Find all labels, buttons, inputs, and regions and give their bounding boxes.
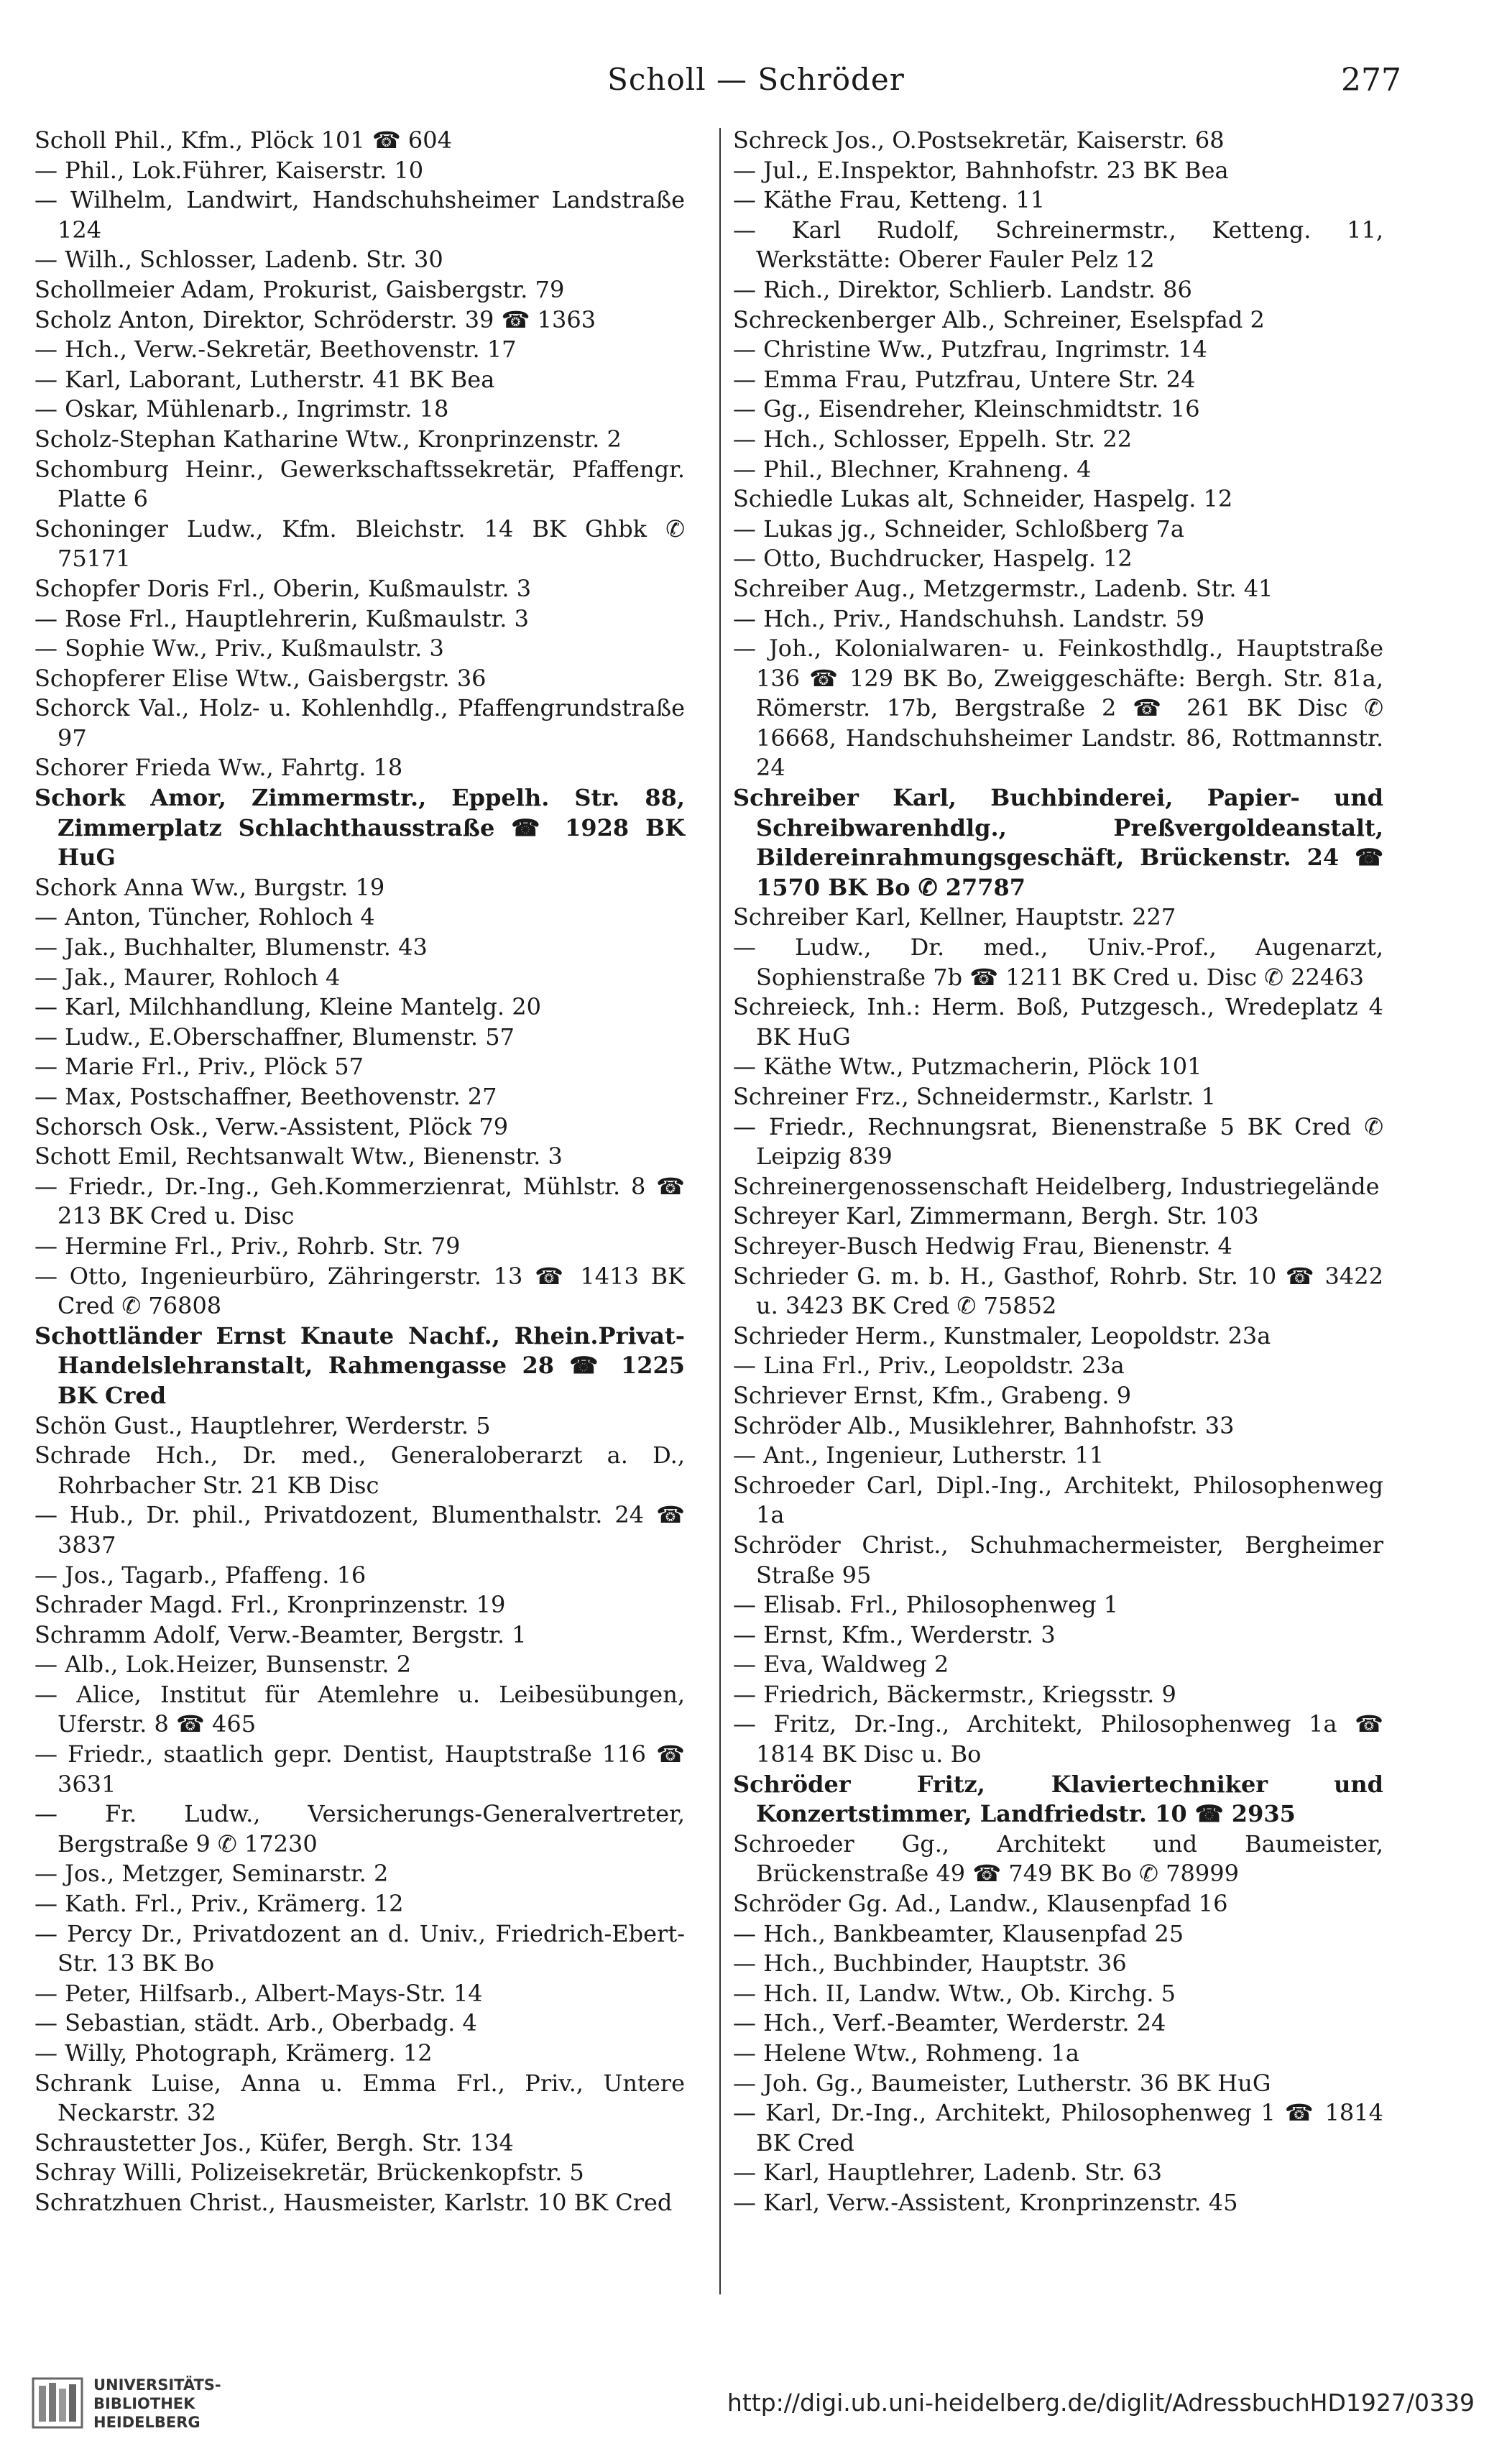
directory-entry: Schröder Christ., Schuhmachermeister, Bergheimer Straße 95: [733, 1531, 1383, 1589]
directory-entry: — Hch., Priv., Handschuhsh. Landstr. 59: [733, 604, 1205, 632]
directory-entry: — Ernst, Kfm., Werderstr. 3: [733, 1620, 1056, 1648]
directory-entry: — Rose Frl., Hauptlehrerin, Kußmaulstr. 3: [34, 604, 529, 632]
directory-entry: — Jak., Maurer, Rohloch 4: [34, 963, 341, 991]
directory-entry: — Helene Wtw., Rohmeng. 1a: [733, 2039, 1079, 2067]
directory-entry: — Joh., Kolonialwaren- u. Feinkosthdlg., Hauptstraße 136 ☎ 129 BK Bo, Zweiggeschäfte: Bergh. Str. 81a, Römerstr. 17b, Bergstraße 2 ☎ 261 BK Disc ✆ 16668, Handschuhsheimer Landstr. 86, Rottmannstr. 24: [733, 635, 1383, 782]
directory-entry: Schramm Adolf, Verw.-Beamter, Bergstr. 1: [34, 1620, 527, 1648]
directory-entry: Scholz-Stephan Katharine Wtw., Kronprinzenstr. 2: [34, 425, 622, 453]
running-head: Scholl — Schröder: [607, 62, 905, 97]
directory-entry: — Hch. II, Landw. Wtw., Ob. Kirchg. 5: [733, 1979, 1176, 2007]
directory-entry: — Alb., Lok.Heizer, Bunsenstr. 2: [34, 1651, 412, 1679]
library-name-line: BIBLIOTHEK: [93, 2395, 195, 2412]
directory-entry: — Karl, Laborant, Lutherstr. 41 BK Bea: [34, 365, 495, 393]
directory-entry: Schiedle Lukas alt, Schneider, Haspelg. 12: [733, 485, 1233, 513]
directory-entry: — Alice, Institut für Atemlehre u. Leibesübungen, Uferstr. 8 ☎ 465: [34, 1680, 685, 1738]
page-number: 277: [1341, 62, 1401, 98]
directory-entry: Schriever Ernst, Kfm., Grabeng. 9: [733, 1381, 1132, 1409]
directory-entry: — Jos., Metzger, Seminarstr. 2: [34, 1860, 389, 1888]
directory-entry: — Hub., Dr. phil., Privatdozent, Blumenthalstr. 24 ☎ 3837: [34, 1501, 685, 1559]
directory-entry: Schoninger Ludw., Kfm. Bleichstr. 14 BK Ghbk ✆ 75171: [34, 515, 685, 573]
directory-entry: — Kath. Frl., Priv., Krämerg. 12: [34, 1890, 404, 1918]
directory-entry: — Friedr., staatlich gepr. Dentist, Hauptstraße 116 ☎ 3631: [34, 1740, 685, 1798]
directory-entry: Schrieder Herm., Kunstmaler, Leopoldstr. 23a: [733, 1321, 1271, 1350]
directory-entry: Schorck Val., Holz- u. Kohlenhdlg., Pfaffengrundstraße 97: [34, 694, 685, 752]
directory-entry: — Hermine Frl., Priv., Rohrb. Str. 79: [34, 1232, 461, 1260]
directory-entry: — Hch., Bankbeamter, Klausenpfad 25: [733, 1919, 1184, 1947]
directory-entry: — Käthe Wtw., Putzmacherin, Plöck 101: [733, 1053, 1202, 1081]
directory-entry: — Hch., Buchbinder, Hauptstr. 36: [733, 1950, 1127, 1978]
directory-entry: — Jul., E.Inspektor, Bahnhofstr. 23 BK Bea: [733, 156, 1229, 184]
directory-entry: Schottländer Ernst Knaute Nachf., Rhein.Privat-Handelslehranstalt, Rahmengasse 28 ☎ 1225 BK Cred: [34, 1321, 685, 1409]
directory-entry: Schreiner Frz., Schneidermstr., Karlstr. 1: [733, 1083, 1216, 1110]
directory-entry: Schopfer Doris Frl., Oberin, Kußmaulstr. 3: [34, 574, 532, 602]
directory-entry: — Wilh., Schlosser, Ladenb. Str. 30: [34, 246, 443, 274]
directory-entry: — Willy, Photograph, Krämerg. 12: [34, 2039, 433, 2067]
directory-entry: — Karl, Milchhandlung, Kleine Mantelg. 20: [34, 993, 541, 1021]
directory-entry: — Christine Ww., Putzfrau, Ingrimstr. 14: [733, 336, 1207, 364]
directory-entry: — Lukas jg., Schneider, Schloßberg 7a: [733, 515, 1184, 543]
directory-entry: Schratzhuen Christ., Hausmeister, Karlstr. 10 BK Cred: [34, 2188, 673, 2216]
directory-entry: — Wilhelm, Landwirt, Handschuhsheimer Landstraße 124: [34, 186, 685, 244]
directory-entry: — Karl, Dr.-Ing., Architekt, Philosophenweg 1 ☎ 1814 BK Cred: [733, 2099, 1383, 2156]
directory-entry: Schreyer-Busch Hedwig Frau, Bienenstr. 4: [733, 1232, 1232, 1260]
directory-entry: Schröder Fritz, Klaviertechniker und Konzertstimmer, Landfriedstr. 10 ☎ 2935: [733, 1770, 1383, 1828]
directory-entry: — Fr. Ludw., Versicherungs-Generalvertreter, Bergstraße 9 ✆ 17230: [34, 1800, 685, 1858]
directory-entry: — Oskar, Mühlenarb., Ingrimstr. 18: [34, 395, 449, 423]
directory-entry: — Gg., Eisendreher, Kleinschmidtstr. 16: [733, 395, 1200, 423]
directory-entry: Schroeder Carl, Dipl.-Ing., Architekt, Philosophenweg 1a: [733, 1471, 1383, 1529]
directory-entry: Schray Willi, Polizeisekretär, Brückenkopfstr. 5: [34, 2159, 584, 2187]
directory-entry: — Karl, Hauptlehrer, Ladenb. Str. 63: [733, 2159, 1162, 2187]
left-column: [34, 126, 685, 2218]
directory-entry: Schrieder G. m. b. H., Gasthof, Rohrb. Str. 10 ☎ 3422 u. 3423 BK Cred ✆ 75852: [733, 1262, 1383, 1320]
directory-entry: Schork Amor, Zimmermstr., Eppelh. Str. 88, Zimmerplatz Schlachthausstraße ☎ 1928 BK HuG: [34, 784, 686, 872]
directory-entry: Schork Anna Ww., Burgstr. 19: [34, 873, 385, 901]
directory-entry: Schreyer Karl, Zimmermann, Bergh. Str. 103: [733, 1202, 1259, 1230]
directory-entry: Schollmeier Adam, Prokurist, Gaisbergstr. 79: [34, 275, 565, 303]
directory-entry: Scholl Phil., Kfm., Plöck 101 ☎ 604: [34, 126, 452, 154]
directory-entry: — Joh. Gg., Baumeister, Lutherstr. 36 BK HuG: [733, 2069, 1271, 2097]
directory-entry: Schorer Frieda Ww., Fahrtg. 18: [34, 754, 403, 782]
directory-entry: — Rich., Direktor, Schlierb. Landstr. 86: [733, 275, 1192, 303]
right-column: [733, 126, 1383, 2218]
library-name-line: HEIDELBERG: [93, 2414, 200, 2431]
library-name-line: UNIVERSITÄTS-: [93, 2376, 221, 2394]
directory-entry: Schreiber Aug., Metzgermstr., Ladenb. Str. 41: [733, 574, 1273, 602]
directory-entry: Schrade Hch., Dr. med., Generaloberarzt a. D., Rohrbacher Str. 21 KB Disc: [34, 1441, 685, 1499]
directory-entry: — Phil., Lok.Führer, Kaiserstr. 10: [34, 156, 424, 184]
page-header: [0, 62, 1512, 105]
directory-entry: — Karl, Verw.-Assistent, Kronprinzenstr. 45: [733, 2188, 1238, 2216]
directory-entry: Schraustetter Jos., Küfer, Bergh. Str. 134: [34, 2128, 514, 2156]
directory-entry: Schreiber Karl, Kellner, Hauptstr. 227: [733, 903, 1176, 931]
directory-entry: Schröder Alb., Musiklehrer, Bahnhofstr. 33: [733, 1411, 1235, 1439]
directory-entry: Schön Gust., Hauptlehrer, Werderstr. 5: [34, 1411, 491, 1439]
directory-entry: Schrank Luise, Anna u. Emma Frl., Priv., Untere Neckarstr. 32: [34, 2069, 685, 2127]
directory-entry: Schopferer Elise Wtw., Gaisbergstr. 36: [34, 664, 487, 692]
library-logo-icon: [29, 2374, 86, 2432]
directory-entry: — Emma Frau, Putzfrau, Untere Str. 24: [733, 365, 1196, 393]
directory-entry: Schröder Gg. Ad., Landw., Klausenpfad 16: [733, 1890, 1228, 1918]
directory-entry: — Max, Postschaffner, Beethovenstr. 27: [34, 1083, 497, 1110]
directory-entry: — Karl Rudolf, Schreinermstr., Ketteng. 11, Werkstätte: Oberer Fauler Pelz 12: [733, 216, 1383, 274]
directory-entry: Schreck Jos., O.Postsekretär, Kaiserstr. 68: [733, 126, 1225, 154]
directory-entry: — Marie Frl., Priv., Plöck 57: [34, 1053, 364, 1081]
directory-entry: — Peter, Hilfsarb., Albert-Mays-Str. 14: [34, 1979, 483, 2007]
directory-entry: — Ludw., Dr. med., Univ.-Prof., Augenarzt, Sophienstraße 7b ☎ 1211 BK Cred u. Disc ✆ 22463: [733, 933, 1383, 991]
directory-entry: — Percy Dr., Privatdozent an d. Univ., Friedrich-Ebert-Str. 13 BK Bo: [34, 1919, 685, 1978]
directory-entry: Schott Emil, Rechtsanwalt Wtw., Bienenstr. 3: [34, 1143, 563, 1171]
directory-entry: — Fritz, Dr.-Ing., Architekt, Philosophenweg 1a ☎ 1814 BK Disc u. Bo: [733, 1710, 1383, 1768]
directory-entry: — Hch., Verf.-Beamter, Werderstr. 24: [733, 2009, 1166, 2037]
directory-entry: — Sebastian, städt. Arb., Oberbadg. 4: [34, 2009, 477, 2037]
directory-entry: — Anton, Tüncher, Rohloch 4: [34, 903, 375, 931]
directory-entry: — Lina Frl., Priv., Leopoldstr. 23a: [733, 1352, 1125, 1380]
directory-entry: Scholz Anton, Direktor, Schröderstr. 39 ☎ 1363: [34, 305, 596, 333]
page-footer: [0, 2343, 1512, 2459]
directory-entry: — Friedr., Dr.-Ing., Geh.Kommerzienrat, Mühlstr. 8 ☎ 213 BK Cred u. Disc: [34, 1172, 685, 1230]
directory-entry: Schreiber Karl, Buchbinderei, Papier- und Schreibwarenhdlg., Preßvergoldeanstalt, Bildereinrahmungsgeschäft, Brückenstr. 24 ☎ 1570 BK Bo ✆ 27787: [733, 784, 1383, 901]
directory-entry: Schreckenberger Alb., Schreiner, Eselspfad 2: [733, 305, 1265, 333]
directory-entry: — Friedrich, Bäckermstr., Kriegsstr. 9: [733, 1680, 1176, 1708]
directory-entry: Schreinergenossenschaft Heidelberg, Industriegelände: [733, 1172, 1380, 1200]
directory-entry: — Otto, Ingenieurbüro, Zähringerstr. 13 ☎ 1413 BK Cred ✆ 76808: [34, 1262, 685, 1320]
directory-entry: — Hch., Schlosser, Eppelh. Str. 22: [733, 425, 1133, 453]
directory-entry: — Käthe Frau, Ketteng. 11: [733, 186, 1046, 214]
library-name: [93, 2376, 221, 2432]
directory-entry: Schomburg Heinr., Gewerkschaftssekretär, Pfaffengr. Platte 6: [34, 455, 685, 513]
directory-entry: — Friedr., Rechnungsrat, Bienenstraße 5 BK Cred ✆ Leipzig 839: [733, 1112, 1383, 1171]
directory-entry: Schorsch Osk., Verw.-Assistent, Plöck 79: [34, 1112, 509, 1140]
directory-entry: Schrader Magd. Frl., Kronprinzenstr. 19: [34, 1591, 506, 1619]
directory-entry: Schroeder Gg., Architekt und Baumeister, Brückenstraße 49 ☎ 749 BK Bo ✆ 78999: [733, 1830, 1383, 1888]
directory-entry: — Jak., Buchhalter, Blumenstr. 43: [34, 933, 428, 961]
directory-entry: — Hch., Verw.-Sekretär, Beethovenstr. 17: [34, 336, 517, 364]
directory-entry: — Jos., Tagarb., Pfaffeng. 16: [34, 1561, 367, 1589]
source-url-link[interactable]: http://digi.ub.uni-heidelberg.de/diglit/AdressbuchHD1927/0339: [727, 2389, 1475, 2417]
directory-entry: — Phil., Blechner, Krahneng. 4: [733, 455, 1092, 483]
directory-entry: — Otto, Buchdrucker, Haspelg. 12: [733, 545, 1133, 573]
directory-entry: — Sophie Ww., Priv., Kußmaulstr. 3: [34, 635, 444, 663]
column-divider: [719, 128, 721, 2294]
directory-entry: — Elisab. Frl., Philosophenweg 1: [733, 1591, 1119, 1619]
directory-entry: — Ludw., E.Oberschaffner, Blumenstr. 57: [34, 1023, 515, 1051]
directory-entry: — Eva, Waldweg 2: [733, 1651, 949, 1679]
directory-entry: — Ant., Ingenieur, Lutherstr. 11: [733, 1441, 1105, 1470]
directory-entry: Schreieck, Inh.: Herm. Boß, Putzgesch., Wredeplatz 4 BK HuG: [733, 993, 1383, 1051]
